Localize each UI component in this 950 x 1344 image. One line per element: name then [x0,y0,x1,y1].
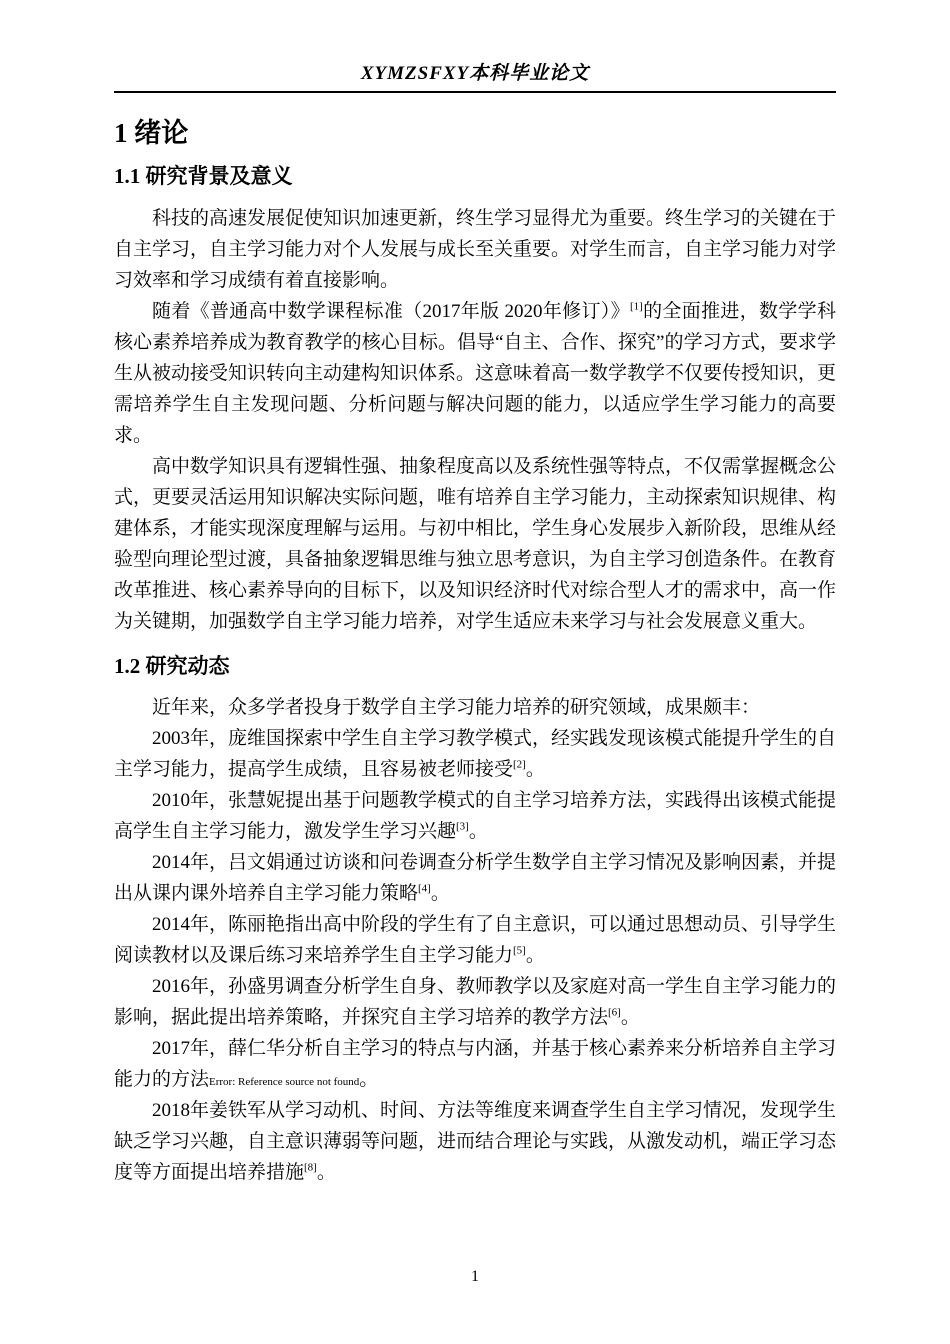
text-run: 科技的高速发展促使知识加速更新，终生学习显得尤为重要。终生学习的关键在于自主学习，自主学习能力对个人发展与成长至关重要。对学生而言，自主学习能力对学习效率和学习成绩有着直接影响。 [114,207,837,291]
paragraph-item-2016 [114,971,836,1033]
text-run: 。 [525,758,545,780]
page-footer [0,1268,950,1286]
citation-superscript: [6] [608,1006,621,1019]
paragraph-item-2014b [114,909,836,971]
text-run: 2016年，孙盛男调查分析学生自身、教师教学以及家庭对高一学生自主学习能力的影响，据此提出培养策略，并探究自主学习培养的教学方法 [114,975,837,1028]
text-run: 2010年，张慧妮提出基于问题教学模式的自主学习培养方法，实践得出该模式能提高学生自主学习能力，激发学生学习兴趣 [114,789,837,842]
citation-superscript: [4] [418,882,431,895]
text-run: 。 [316,1161,336,1183]
text-run: 。 [430,882,450,904]
paragraph-item-2003 [114,723,836,785]
paragraph-item-2010 [114,785,836,847]
text-run: 2003年，庞维国探索中学生自主学习教学模式，经实践发现该模式能提升学生的自主学习能力，提高学生成绩，且容易被老师接受 [114,727,837,780]
document-content [0,117,950,1188]
section-heading-1-1: 1.1 研究背景及意义 [114,164,293,189]
text-run: 高中数学知识具有逻辑性强、抽象程度高以及系统性强等特点，不仅需掌握概念公式，更要灵活运用知识解决实际问题，唯有培养自主学习能力，主动探索知识规律、构建体系，才能实现深度理解与运用。与初中相比，学生身心发展步入新阶段，思维从经验型向理论型过渡，具备抽象逻辑思维与独立思考意识，为自主学习创造条件。在教育改革推进、核心素养导向的目标下，以及知识经济时代对综合型人才的需求中，高一作为关键期，加强数学自主学习能力培养，对学生适应未来学习与社会发展意义重大。 [114,455,837,632]
paragraph-dynamics-intro [114,692,836,723]
text-run: 的全面推进，数学学科核心素养培养成为教育教学的核心目标。倡导“自主、合作、探究”的学习方式，要求学生从被动接受知识转向主动建构知识体系。这意味着高一数学教学不仅要传授知识，更需培养学生自主发现问题、分析问题与解决问题的能力，以适应学生学习能力的高要求。 [114,300,837,446]
text-run: 2014年，陈丽艳指出高中阶段的学生有了自主意识，可以通过思想动员、引导学生阅读教材以及课后练习来培养学生自主学习能力 [114,913,837,966]
broken-reference-error: Error: Reference source not found [209,1075,360,1088]
paragraph-item-2017 [114,1033,836,1095]
header-rule [114,58,836,93]
text-run: 2014年，吕文娟通过访谈和问卷调查分析学生数学自主学习情况及影响因素，并提出从课内课外培养自主学习能力策略 [114,851,837,904]
paragraph-background-1 [114,203,836,296]
citation-superscript: [8] [304,1161,317,1174]
citation-superscript: [2] [513,758,526,771]
header-title: XYMZSFXY本科毕业论文 [360,63,590,84]
text-run: 2018年姜铁军从学习动机、时间、方法等维度来调查学生自主学习情况，发现学生缺乏学习兴趣，自主意识薄弱等问题，进而结合理论与实践，从激发动机，端正学习态度等方面提出培养措施 [114,1099,837,1183]
citation-superscript: [3] [456,820,469,833]
text-run: 。 [468,820,488,842]
page-header [0,0,950,93]
text-run: 随着《普通高中数学课程标准（2017年版 2020年修订）》 [152,300,630,322]
section-heading-1-2: 1.2 研究动态 [114,653,230,678]
text-run: 近年来，众多学者投身于数学自主学习能力培养的研究领域，成果颇丰： [152,696,761,718]
text-run: 。 [620,1006,640,1028]
chapter-heading: 1 绪论 [114,118,189,148]
citation-superscript: [1] [629,300,643,313]
page-number: 1 [471,1268,479,1285]
paragraph-item-2014a [114,847,836,909]
paragraph-background-3 [114,451,836,637]
paragraph-background-2 [114,296,836,451]
text-run: 。 [359,1068,379,1090]
text-run: 。 [525,944,545,966]
text-run: 2017年，薛仁华分析自主学习的特点与内涵，并基于核心素养来分析培养自主学习能力的方法 [114,1037,837,1090]
paragraph-item-2018 [114,1095,836,1188]
citation-superscript: [5] [513,944,526,957]
